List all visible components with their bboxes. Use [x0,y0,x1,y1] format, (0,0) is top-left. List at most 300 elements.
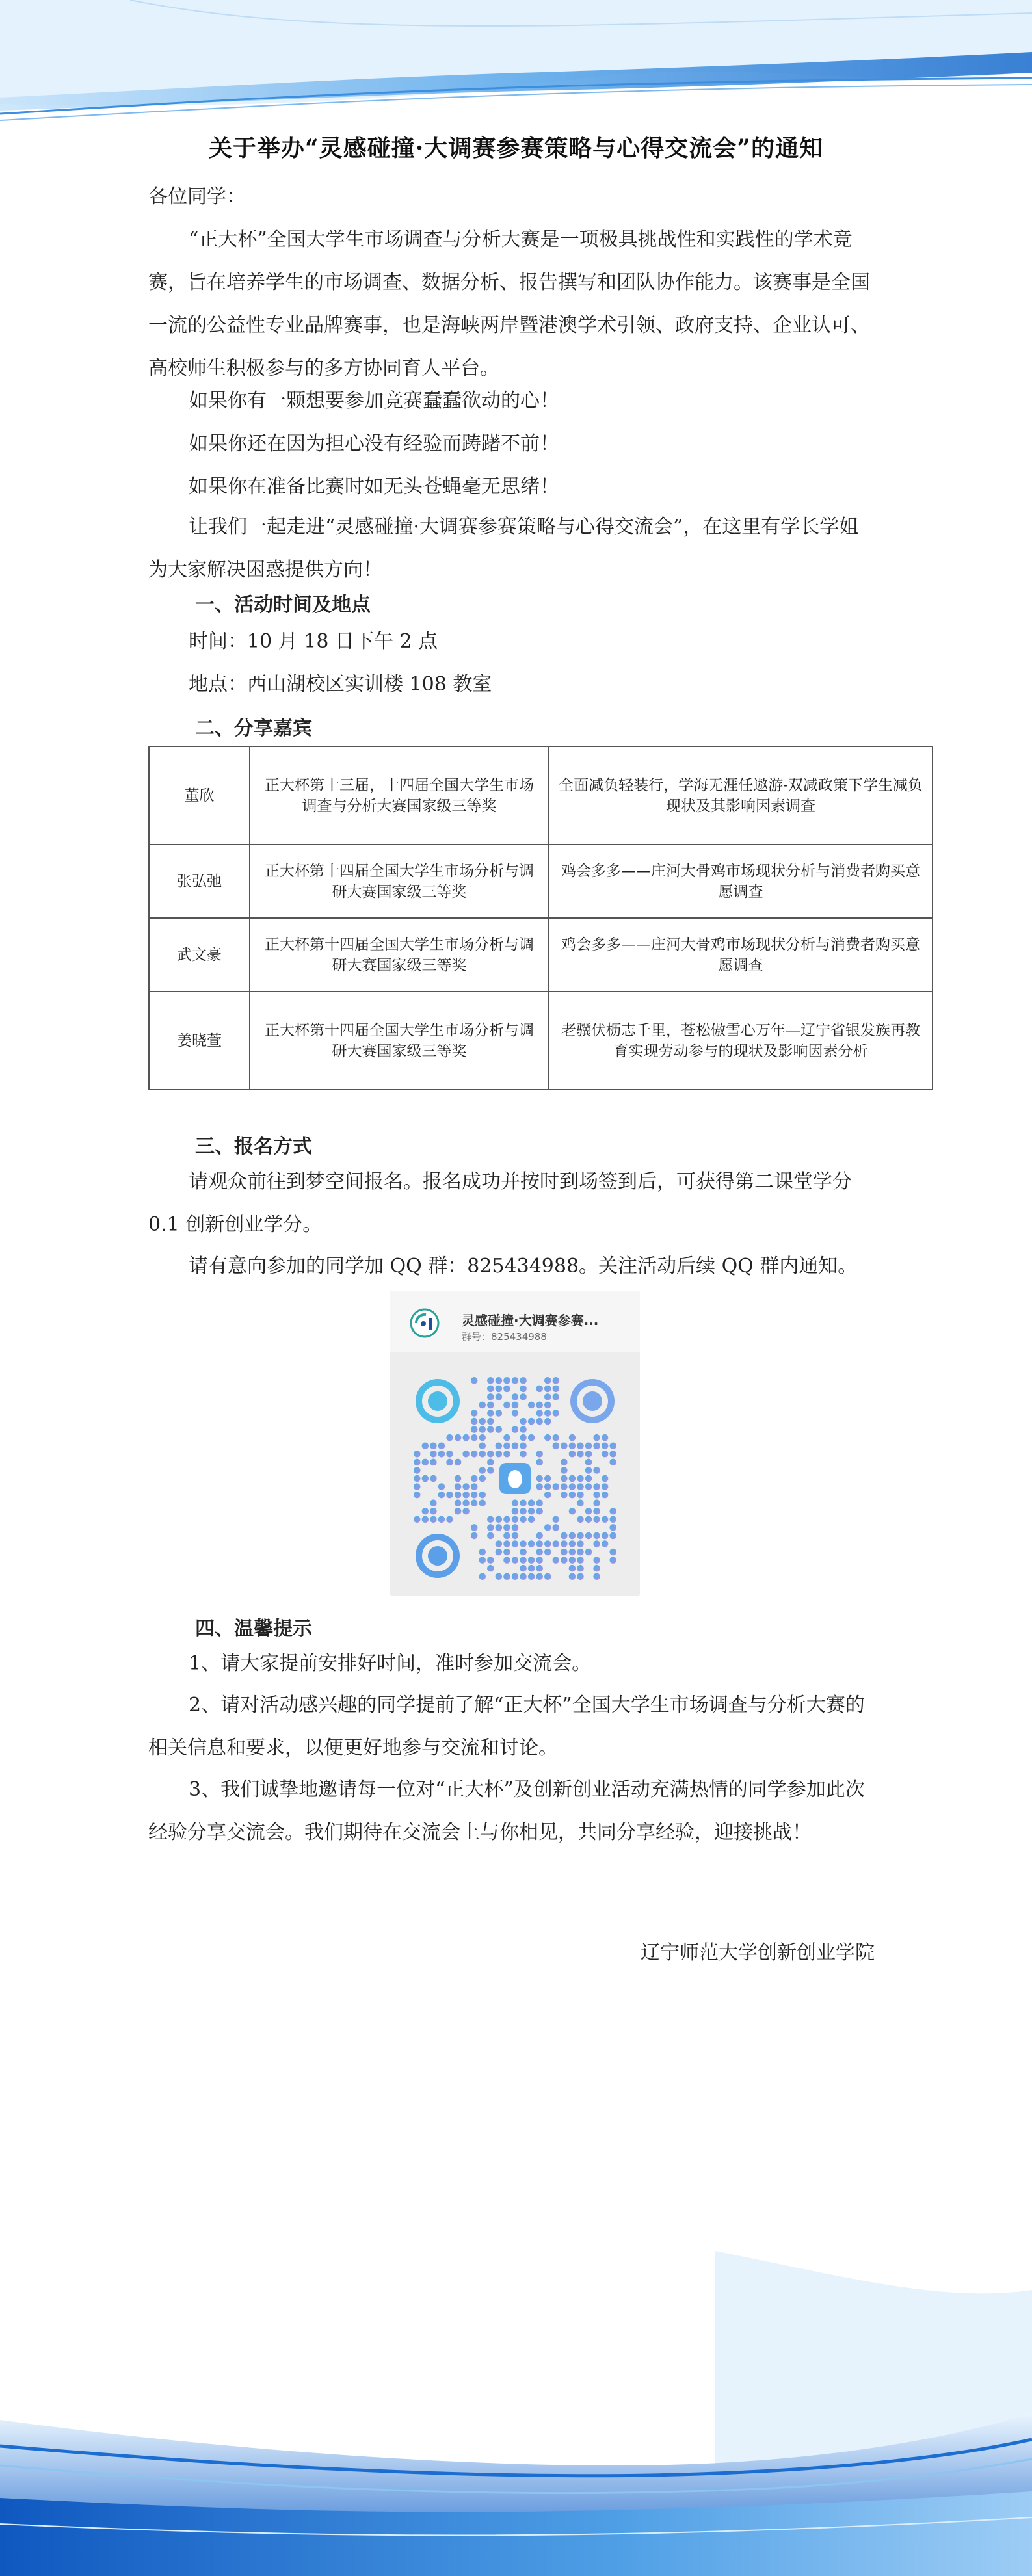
qr-dot [487,1393,494,1400]
qr-dot [520,1557,527,1564]
qr-dot [577,1540,584,1547]
qr-dot [593,1557,600,1564]
qr-dot [487,1410,494,1417]
qr-dot [609,1442,616,1449]
table-row [149,746,933,845]
qr-dot [487,1524,494,1531]
qr-dot [496,1393,503,1400]
qr-dot [544,1540,551,1547]
qr-dot [536,1499,543,1506]
qr-dot [462,1492,470,1499]
qr-dot [503,1402,510,1409]
qr-dot [496,1524,503,1531]
qr-dot [577,1516,584,1523]
qr-dot [593,1565,600,1572]
guest-topic: 鸡会多多——庄河大骨鸡市场现状分析与消费者购买意愿调查 [549,845,933,918]
qr-dot [569,1492,576,1499]
signup-paragraph: 请观众前往到梦空间报名。报名成功并按时到场签到后，可获得第二课堂学分 0.1 创新创业学分。 [148,1170,852,1236]
table-row [149,918,933,992]
qr-dot [430,1459,437,1466]
qr-dot [487,1426,494,1433]
qr-dot [479,1467,486,1474]
qr-code-icon[interactable] [413,1376,617,1581]
qr-dot [414,1459,421,1466]
qr-dot [479,1549,486,1556]
qr-dot [577,1573,584,1580]
qr-dot [455,1492,462,1499]
qr-dot [609,1508,616,1515]
qr-dot [479,1402,486,1409]
qr-dot [593,1434,600,1441]
qr-dot [422,1475,429,1482]
qr-dot [528,1418,535,1425]
qr-dot [503,1386,510,1393]
tip-1: 1、请大家提前安排好时间，准时参加交流会。 [189,1652,592,1675]
qr-dot [512,1532,519,1540]
qr-dot [569,1434,576,1441]
qr-dot [593,1483,600,1490]
qr-dot [479,1499,486,1506]
qr-dot [544,1393,551,1400]
tip-2: 2、请对活动感兴趣的同学提前了解“正大杯”全国大学生市场调查与分析大赛的相关信息和要求，以便更好地参与交流和讨论。 [148,1694,865,1759]
qr-dot [561,1532,568,1540]
qr-dot [577,1565,584,1572]
qr-dot [487,1418,494,1425]
qr-dot [512,1402,519,1409]
qr-dot [503,1524,510,1531]
qr-dot [496,1386,503,1393]
intro-paragraph: “正大杯”全国大学生市场调查与分析大赛是一项极具挑战性和实践性的学术竞赛，旨在培养学生的市场调查、数据分析、报告撰写和团队协作能力。该赛事是全国一流的公益性专业品牌赛事，也是海峡两岸暨港澳学术引领、政府支持、企业认可、高校师生积极参与的多方协同育人平台。 [148,228,870,380]
qr-dot [593,1508,600,1515]
page-title: 关于举办“灵感碰撞·大调赛参赛策略与心得交流会”的通知 [209,135,823,162]
qr-dot [430,1442,437,1449]
event-time: 时间：10 月 18 日下午 2 点 [189,630,438,653]
qr-dot [536,1540,543,1547]
qr-dot [569,1475,576,1482]
qr-dot [602,1442,609,1449]
qr-dot [479,1557,486,1564]
qr-dot [528,1516,535,1523]
qr-dot [496,1540,503,1547]
qr-dot [520,1499,527,1506]
qr-dot [602,1434,609,1441]
qr-dot [553,1434,560,1441]
qr-dot [430,1451,437,1458]
qr-dot [496,1377,503,1384]
qr-dot [553,1483,560,1490]
qr-dot [512,1508,519,1515]
qr-dot [520,1434,527,1441]
qr-dot [553,1524,560,1531]
guest-award: 正大杯第十四届全国大学生市场分析与调研大赛国家级三等奖 [250,918,549,992]
qr-dot [528,1557,535,1564]
qr-dot [609,1549,616,1556]
qr-dot [536,1532,543,1540]
qr-dot [479,1573,486,1580]
qr-dot [512,1573,519,1580]
qq-penguin-icon [499,1463,531,1494]
guest-award: 正大杯第十四届全国大学生市场分析与调研大赛国家级三等奖 [250,845,549,918]
qr-dot [479,1451,486,1458]
qr-dot [503,1549,510,1556]
qr-dot [520,1393,527,1400]
qr-dot [536,1402,543,1409]
qr-dot [455,1499,462,1506]
qr-dot [512,1516,519,1523]
qr-dot [561,1442,568,1449]
qr-dot [569,1565,576,1572]
qr-dot [430,1475,437,1482]
qr-dot [577,1499,584,1506]
qr-dot [520,1418,527,1425]
qr-dot [544,1483,551,1490]
qr-dot [512,1540,519,1547]
qr-dot [471,1377,478,1384]
qr-dot [553,1516,560,1523]
group-logo-icon [410,1308,440,1338]
qr-dot [520,1540,527,1547]
qr-dot [520,1565,527,1572]
qr-dot [520,1442,527,1449]
qr-dot [520,1451,527,1458]
qr-dot [585,1459,592,1466]
qr-dot [609,1557,616,1564]
qr-dot [414,1475,421,1482]
qr-dot [585,1483,592,1490]
qr-dot [569,1483,576,1490]
qr-dot [430,1508,437,1515]
qr-dot [544,1377,551,1384]
bottom-wave-decoration [0,2251,1032,2576]
qr-dot [593,1573,600,1580]
qr-dot [471,1483,478,1490]
qr-dot [609,1451,616,1458]
qr-dot [585,1549,592,1556]
qr-dot [487,1459,494,1466]
qr-dot [471,1475,478,1482]
qr-dot [503,1557,510,1564]
qr-dot [422,1459,429,1466]
qr-dot [561,1467,568,1474]
qr-dot [536,1483,543,1490]
signature: 辽宁师范大学创新创业学院 [641,1941,875,1964]
qr-dot [536,1410,543,1417]
guest-name: 武文豪 [149,918,250,992]
qr-dot [528,1508,535,1515]
qr-dot [577,1492,584,1499]
qr-dot [569,1451,576,1458]
qr-dot [487,1565,494,1572]
qr-dot [544,1549,551,1556]
guest-table [148,746,933,1090]
qr-dot [479,1442,486,1449]
qr-dot [609,1459,616,1466]
qr-dot [520,1377,527,1384]
qr-dot [446,1434,453,1441]
qr-dot [544,1386,551,1393]
qr-dot [561,1557,568,1564]
line-1: 如果你有一颗想要参加竞赛蠢蠢欲动的心！ [189,389,559,412]
qr-dot [487,1467,494,1474]
qr-dot [503,1434,510,1441]
qr-dot [471,1410,478,1417]
qr-dot [471,1426,478,1433]
qr-dot [471,1532,478,1540]
qr-dot [536,1459,543,1466]
qr-dot [446,1492,453,1499]
qr-dot [561,1459,568,1466]
qr-dot [414,1451,421,1458]
event-place: 地点：西山湖校区实训楼 108 教室 [189,673,492,696]
guest-award: 正大杯第十三届，十四届全国大学生市场调查与分析大赛国家级三等奖 [250,746,549,845]
qr-dot [528,1540,535,1547]
qr-dot [471,1492,478,1499]
qr-dot [446,1451,453,1458]
qr-dot [479,1492,486,1499]
qr-dot [479,1475,486,1482]
qr-dot [593,1492,600,1499]
qr-dot [487,1451,494,1458]
qr-dot [593,1442,600,1449]
qr-dot [487,1386,494,1393]
qr-dot [609,1516,616,1523]
qr-dot [553,1540,560,1547]
qr-dot [496,1426,503,1433]
guest-award: 正大杯第十四届全国大学生市场分析与调研大赛国家级三等奖 [250,992,549,1090]
qr-dot [553,1410,560,1417]
qr-finder-top-right [570,1379,615,1423]
qr-dot [455,1475,462,1482]
qr-dot [577,1532,584,1540]
qr-dot [569,1549,576,1556]
qr-dot [602,1516,609,1523]
qq-group-name: 灵感碰撞·大调赛参赛... [462,1313,599,1328]
qr-dot [438,1483,445,1490]
qr-dot [553,1386,560,1393]
qr-dot [585,1508,592,1515]
qr-dot [544,1492,551,1499]
qr-dot [512,1393,519,1400]
qr-dot [462,1499,470,1506]
qr-dot [422,1508,429,1515]
qr-dot [544,1434,551,1441]
qr-dot [569,1573,576,1580]
qr-dot [577,1549,584,1556]
qr-dot [462,1451,470,1458]
qr-dot [602,1451,609,1458]
qr-dot [512,1442,519,1449]
qr-dot [479,1426,486,1433]
qr-dot [593,1516,600,1523]
qr-dot [496,1410,503,1417]
guest-topic: 全面减负轻装行，学海无涯任遨游-双减政策下学生减负现状及其影响因素调查 [549,746,933,845]
qr-dot [544,1475,551,1482]
qr-dot [487,1516,494,1523]
guest-name: 董欣 [149,746,250,845]
qr-dot [536,1386,543,1393]
qr-dot [496,1451,503,1458]
qq-group-card[interactable] [390,1291,640,1596]
qr-dot [512,1524,519,1531]
section4-heading: 四、温馨提示 [195,1618,312,1640]
tip-3: 3、我们诚挚地邀请每一位对“正大杯”及创新创业活动充满热情的同学参加此次经验分享交流会。我们期待在交流会上与你相见，共同分享经验，迎接挑战！ [148,1778,865,1844]
qr-finder-top-left [416,1379,460,1423]
qr-dot [471,1451,478,1458]
section1-heading: 一、活动时间及地点 [195,594,371,616]
qr-dot [553,1442,560,1449]
qr-dot [602,1492,609,1499]
qr-dot [544,1573,551,1580]
greeting: 各位同学： [148,185,246,208]
qr-dot [438,1492,445,1499]
qr-dot [544,1402,551,1409]
qr-dot [569,1540,576,1547]
qr-dot [496,1516,503,1523]
qr-dot [455,1508,462,1515]
qr-dot [602,1483,609,1490]
qr-dot [536,1451,543,1458]
qr-dot [520,1549,527,1556]
qr-dot [479,1434,486,1441]
qr-dot [553,1393,560,1400]
qr-dot [585,1475,592,1482]
qr-dot [577,1442,584,1449]
qr-dot [528,1434,535,1441]
qr-dot [462,1508,470,1515]
qr-dot [561,1549,568,1556]
qr-dot [528,1573,535,1580]
qr-dot [414,1492,421,1499]
qr-dot [528,1565,535,1572]
qr-finder-bottom-left [416,1534,460,1578]
qr-dot [503,1573,510,1580]
qr-dot [487,1532,494,1540]
qr-dot [512,1557,519,1564]
qr-dot [569,1442,576,1449]
qr-dot [528,1402,535,1409]
qr-dot [496,1573,503,1580]
qr-dot [512,1377,519,1384]
qr-dot [569,1532,576,1540]
qq-group-header [390,1291,640,1352]
qq-group-id: 群号：825434988 [462,1331,547,1343]
qr-dot [512,1426,519,1433]
qr-dot [414,1516,421,1523]
qr-dot [544,1524,551,1531]
qr-dot [536,1475,543,1482]
qr-dot [593,1467,600,1474]
qr-dot [593,1540,600,1547]
qr-dot [520,1516,527,1523]
qr-dot [602,1540,609,1547]
qr-dot [528,1499,535,1506]
qr-dot [503,1377,510,1384]
qr-dot [496,1549,503,1556]
qq-group-paragraph: 请有意向参加的同学加 QQ 群：825434988。关注活动后续 QQ 群内通知。 [189,1255,858,1278]
qr-dot [471,1499,478,1506]
qr-dot [455,1434,462,1441]
qr-dot [503,1540,510,1547]
qr-dot [512,1499,519,1506]
qr-dot [536,1557,543,1564]
qr-dot [609,1532,616,1540]
qr-dot [536,1573,543,1580]
qr-dot [503,1442,510,1449]
qr-dot [569,1508,576,1515]
line-3: 如果你在准备比赛时如无头苍蝇毫无思绪！ [189,475,559,498]
qr-dot [520,1508,527,1515]
qr-dot [438,1442,445,1449]
qr-dot [544,1410,551,1417]
qr-dot [536,1508,543,1515]
guest-topic: 鸡会多多——庄河大骨鸡市场现状分析与消费者购买意愿调查 [549,918,933,992]
qr-dot [430,1499,437,1506]
qr-dot [553,1557,560,1564]
qr-dot [414,1483,421,1490]
guest-name: 张弘弛 [149,845,250,918]
qr-dot [585,1516,592,1523]
qr-dot [503,1451,510,1458]
qr-dot [602,1532,609,1540]
qr-dot [561,1492,568,1499]
qr-dot [585,1467,592,1474]
qr-dot [520,1426,527,1433]
qr-dot [462,1434,470,1441]
qr-dot [561,1483,568,1490]
qr-dot [446,1459,453,1466]
qr-dot [438,1516,445,1523]
qr-dot [577,1451,584,1458]
qr-dot [446,1516,453,1523]
guest-topic: 老骥伏枥志千里，苍松傲雪心万年—辽宁省银发族再教育实现劳动参与的现状及影响因素分析 [549,992,933,1090]
qr-dot [487,1377,494,1384]
qr-dot [479,1418,486,1425]
qr-dot [602,1475,609,1482]
qr-dot [561,1475,568,1482]
qr-dot [471,1418,478,1425]
qr-dot [503,1516,510,1523]
qr-dot [503,1532,510,1540]
qr-dot [462,1483,470,1490]
qr-dot [471,1524,478,1531]
qr-dot [585,1532,592,1540]
qr-dot [593,1499,600,1506]
qr-dot [544,1418,551,1425]
qr-dot [520,1573,527,1580]
section3-heading: 三、报名方式 [195,1135,312,1158]
qr-dot [520,1386,527,1393]
qr-dot [430,1516,437,1523]
qr-dot [536,1565,543,1572]
qr-dot [577,1475,584,1482]
qr-dot [487,1557,494,1564]
table-row [149,845,933,918]
qr-dot [593,1532,600,1540]
invite-paragraph: 让我们一起走进“灵感碰撞·大调赛参赛策略与心得交流会”，在这里有学长学姐为大家解决困惑提供方向！ [148,516,859,581]
qr-dot [577,1557,584,1564]
qr-dot [487,1402,494,1409]
qr-dot [422,1516,429,1523]
qr-dot [536,1418,543,1425]
qr-dot [577,1483,584,1490]
qr-dot [438,1451,445,1458]
guest-name: 姜晓萱 [149,992,250,1090]
section2-heading: 二、分享嘉宾 [195,717,312,740]
qr-dot [561,1540,568,1547]
qr-dot [422,1442,429,1449]
qr-dot [471,1434,478,1441]
qr-dot [585,1442,592,1449]
